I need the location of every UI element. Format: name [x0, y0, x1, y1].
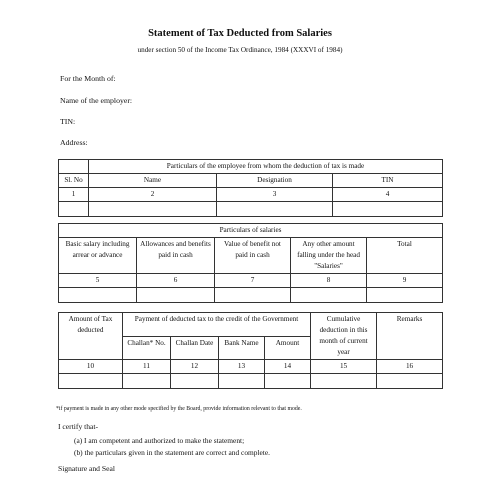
header-cell: Challan* No.	[123, 336, 171, 360]
amount-header: Amount of Tax deducted	[59, 313, 123, 360]
address-field-label: Address:	[60, 138, 88, 147]
salary-table	[58, 223, 443, 303]
blank-cell	[59, 202, 89, 217]
blank-cell	[311, 374, 377, 389]
blank-cell	[217, 202, 333, 217]
blank-cell	[333, 202, 443, 217]
number-cell: 11	[123, 360, 171, 374]
number-cell: 7	[215, 274, 291, 288]
number-cell: 2	[89, 188, 217, 202]
header-cell: Value of benefit not paid in cash	[215, 238, 291, 274]
remarks-header: Remarks	[377, 313, 443, 360]
certify-item-b: (b) the particulars given in the statement are correct and complete.	[74, 448, 270, 457]
employee-table	[58, 159, 443, 217]
page-subtitle: under section 50 of the Income Tax Ordinance, 1984 (XXXVI of 1984)	[137, 46, 343, 54]
salary-table-caption: Particulars of salaries	[59, 224, 443, 238]
header-cell: Bank Name	[219, 336, 265, 360]
certify-item-a: (a) I am competent and authorized to make the statement;	[74, 436, 245, 445]
blank-cell	[123, 374, 171, 389]
header-cell: Allowances and benefits paid in cash	[137, 238, 215, 274]
header-cell: Name	[89, 174, 217, 188]
number-cell: 13	[219, 360, 265, 374]
page-title: Statement of Tax Deducted from Salaries	[148, 28, 332, 39]
header-cell: Amount	[265, 336, 311, 360]
cumulative-header: Cumulative deduction in this month of current year	[311, 313, 377, 360]
blank-cell	[89, 202, 217, 217]
number-cell: 15	[311, 360, 377, 374]
certify-intro: I certify that-	[58, 422, 99, 431]
number-cell: 8	[291, 274, 367, 288]
number-cell: 3	[217, 188, 333, 202]
header-cell: Basic salary including arrear or advance	[59, 238, 137, 274]
header-cell: Sl. No	[59, 174, 89, 188]
blank-cell	[367, 288, 443, 303]
number-cell: 6	[137, 274, 215, 288]
header-cell: Challan Date	[171, 336, 219, 360]
blank-cell	[59, 374, 123, 389]
number-cell: 5	[59, 274, 137, 288]
signature-label: Signature and Seal	[58, 464, 115, 473]
blank-cell	[59, 288, 137, 303]
blank-cell	[215, 288, 291, 303]
tax-table	[58, 312, 443, 389]
footnote: *if payment is made in any other mode specified by the Board, provide information relevant to that mode.	[56, 406, 302, 412]
header-cell: Total	[367, 238, 443, 274]
number-cell: 10	[59, 360, 123, 374]
number-cell: 1	[59, 188, 89, 202]
blank-cell	[265, 374, 311, 389]
tin-field-label: TIN:	[60, 117, 76, 126]
number-cell: 4	[333, 188, 443, 202]
employer-field-label: Name of the employer:	[60, 96, 133, 105]
header-cell: TIN	[333, 174, 443, 188]
employee-table-caption: Particulars of the employee from whom the deduction of tax is made	[89, 160, 443, 174]
number-cell: 16	[377, 360, 443, 374]
header-cell: Designation	[217, 174, 333, 188]
blank-cell	[171, 374, 219, 389]
number-cell: 14	[265, 360, 311, 374]
blank-cell	[137, 288, 215, 303]
blank-cell	[219, 374, 265, 389]
table-cell	[59, 160, 89, 174]
header-cell: Any other amount falling under the head "Salaries"	[291, 238, 367, 274]
blank-cell	[377, 374, 443, 389]
number-cell: 9	[367, 274, 443, 288]
number-cell: 12	[171, 360, 219, 374]
month-field-label: For the Month of:	[60, 74, 116, 83]
blank-cell	[291, 288, 367, 303]
payment-caption: Payment of deducted tax to the credit of the Government	[123, 313, 311, 337]
